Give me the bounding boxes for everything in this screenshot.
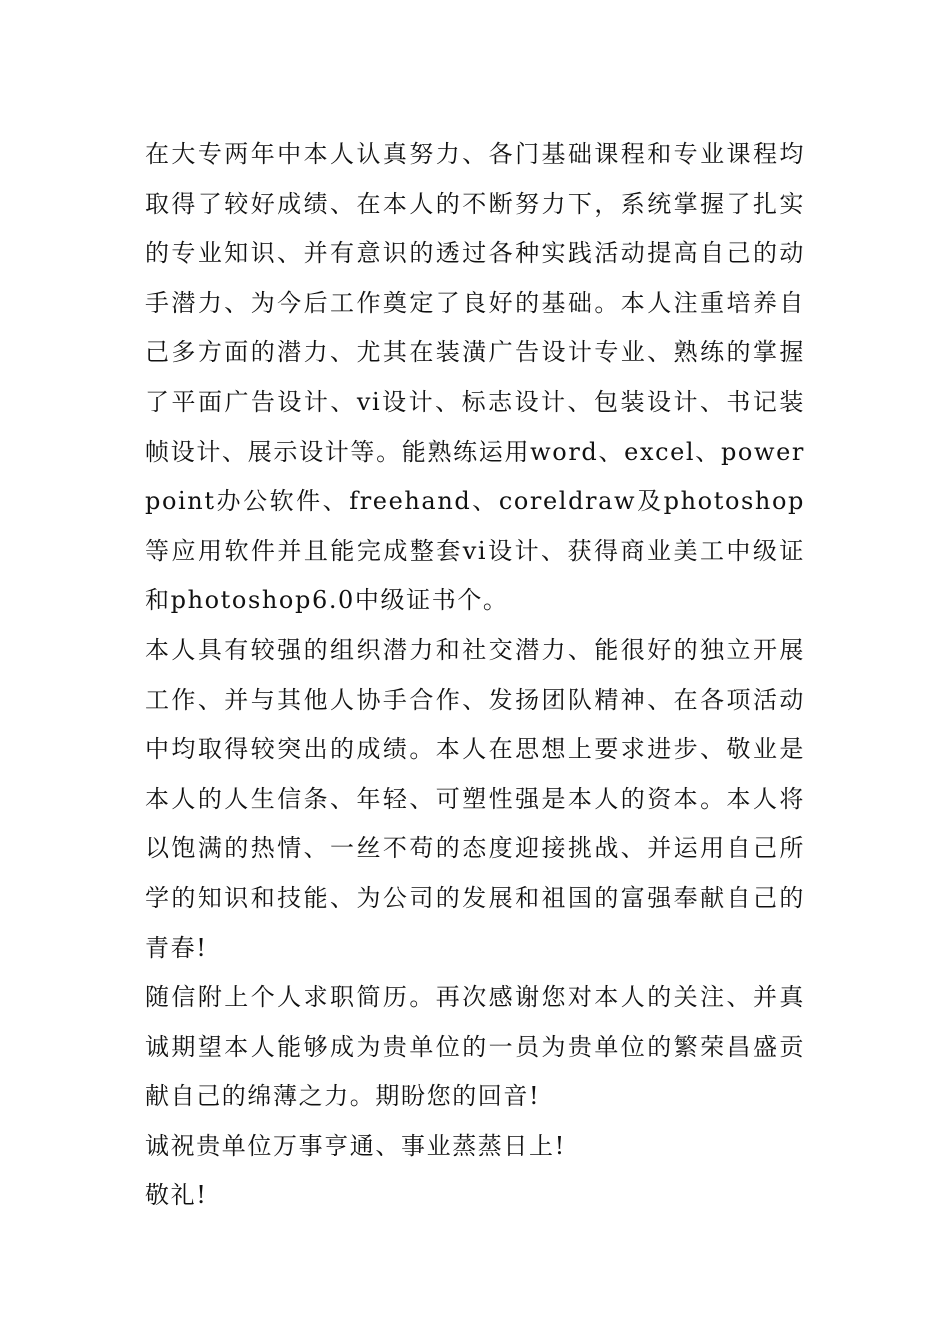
paragraph-salutation: 敬礼! [145,1181,208,1210]
paragraph-abilities: 本人具有较强的组织潜力和社交潜力、能很好的独立开展工作、并与其他人协手合作、发扬团队精神、在各项活动中均取得较突出的成绩。本人在思想上要求进步、敬业是本人的人生信条、年轻、可塑性强是本人的资本。本人将以饱满的热情、一丝不苟的态度迎接挑战、并运用自己所学的知识和技能、为公司的发展和祖国的富强奉献自己的青春! [145,635,805,962]
paragraph-closing: 随信附上个人求职简历。再次感谢您对本人的关注、并真诚期望本人能够成为贵单位的一员为贵单位的繁荣昌盛贡献自己的绵薄之力。期盼您的回音! [145,983,805,1111]
paragraph-education: 在大专两年中本人认真努力、各门基础课程和专业课程均取得了较好成绩、在本人的不断努力下，系统掌握了扎实的专业知识、并有意识的透过各种实践活动提高自己的动手潜力、为今后工作奠定了良好的基础。本人注重培养自己多方面的潜力、尤其在装潢广告设计专业、熟练的掌握了平面广告设计、vi设计、标志设计、包装设计、书记装帧设计、展示设计等。能熟练运用word、excel、powerpoint办公软件、freehand、coreldraw及photoshop等应用软件并且能完成整套vi设计、获得商业美工中级证和photoshop6.0中级证书个。 [145,140,805,615]
paragraph-wishes: 诚祝贵单位万事亨通、事业蒸蒸日上! [145,1131,566,1160]
letter-body [145,130,805,1221]
